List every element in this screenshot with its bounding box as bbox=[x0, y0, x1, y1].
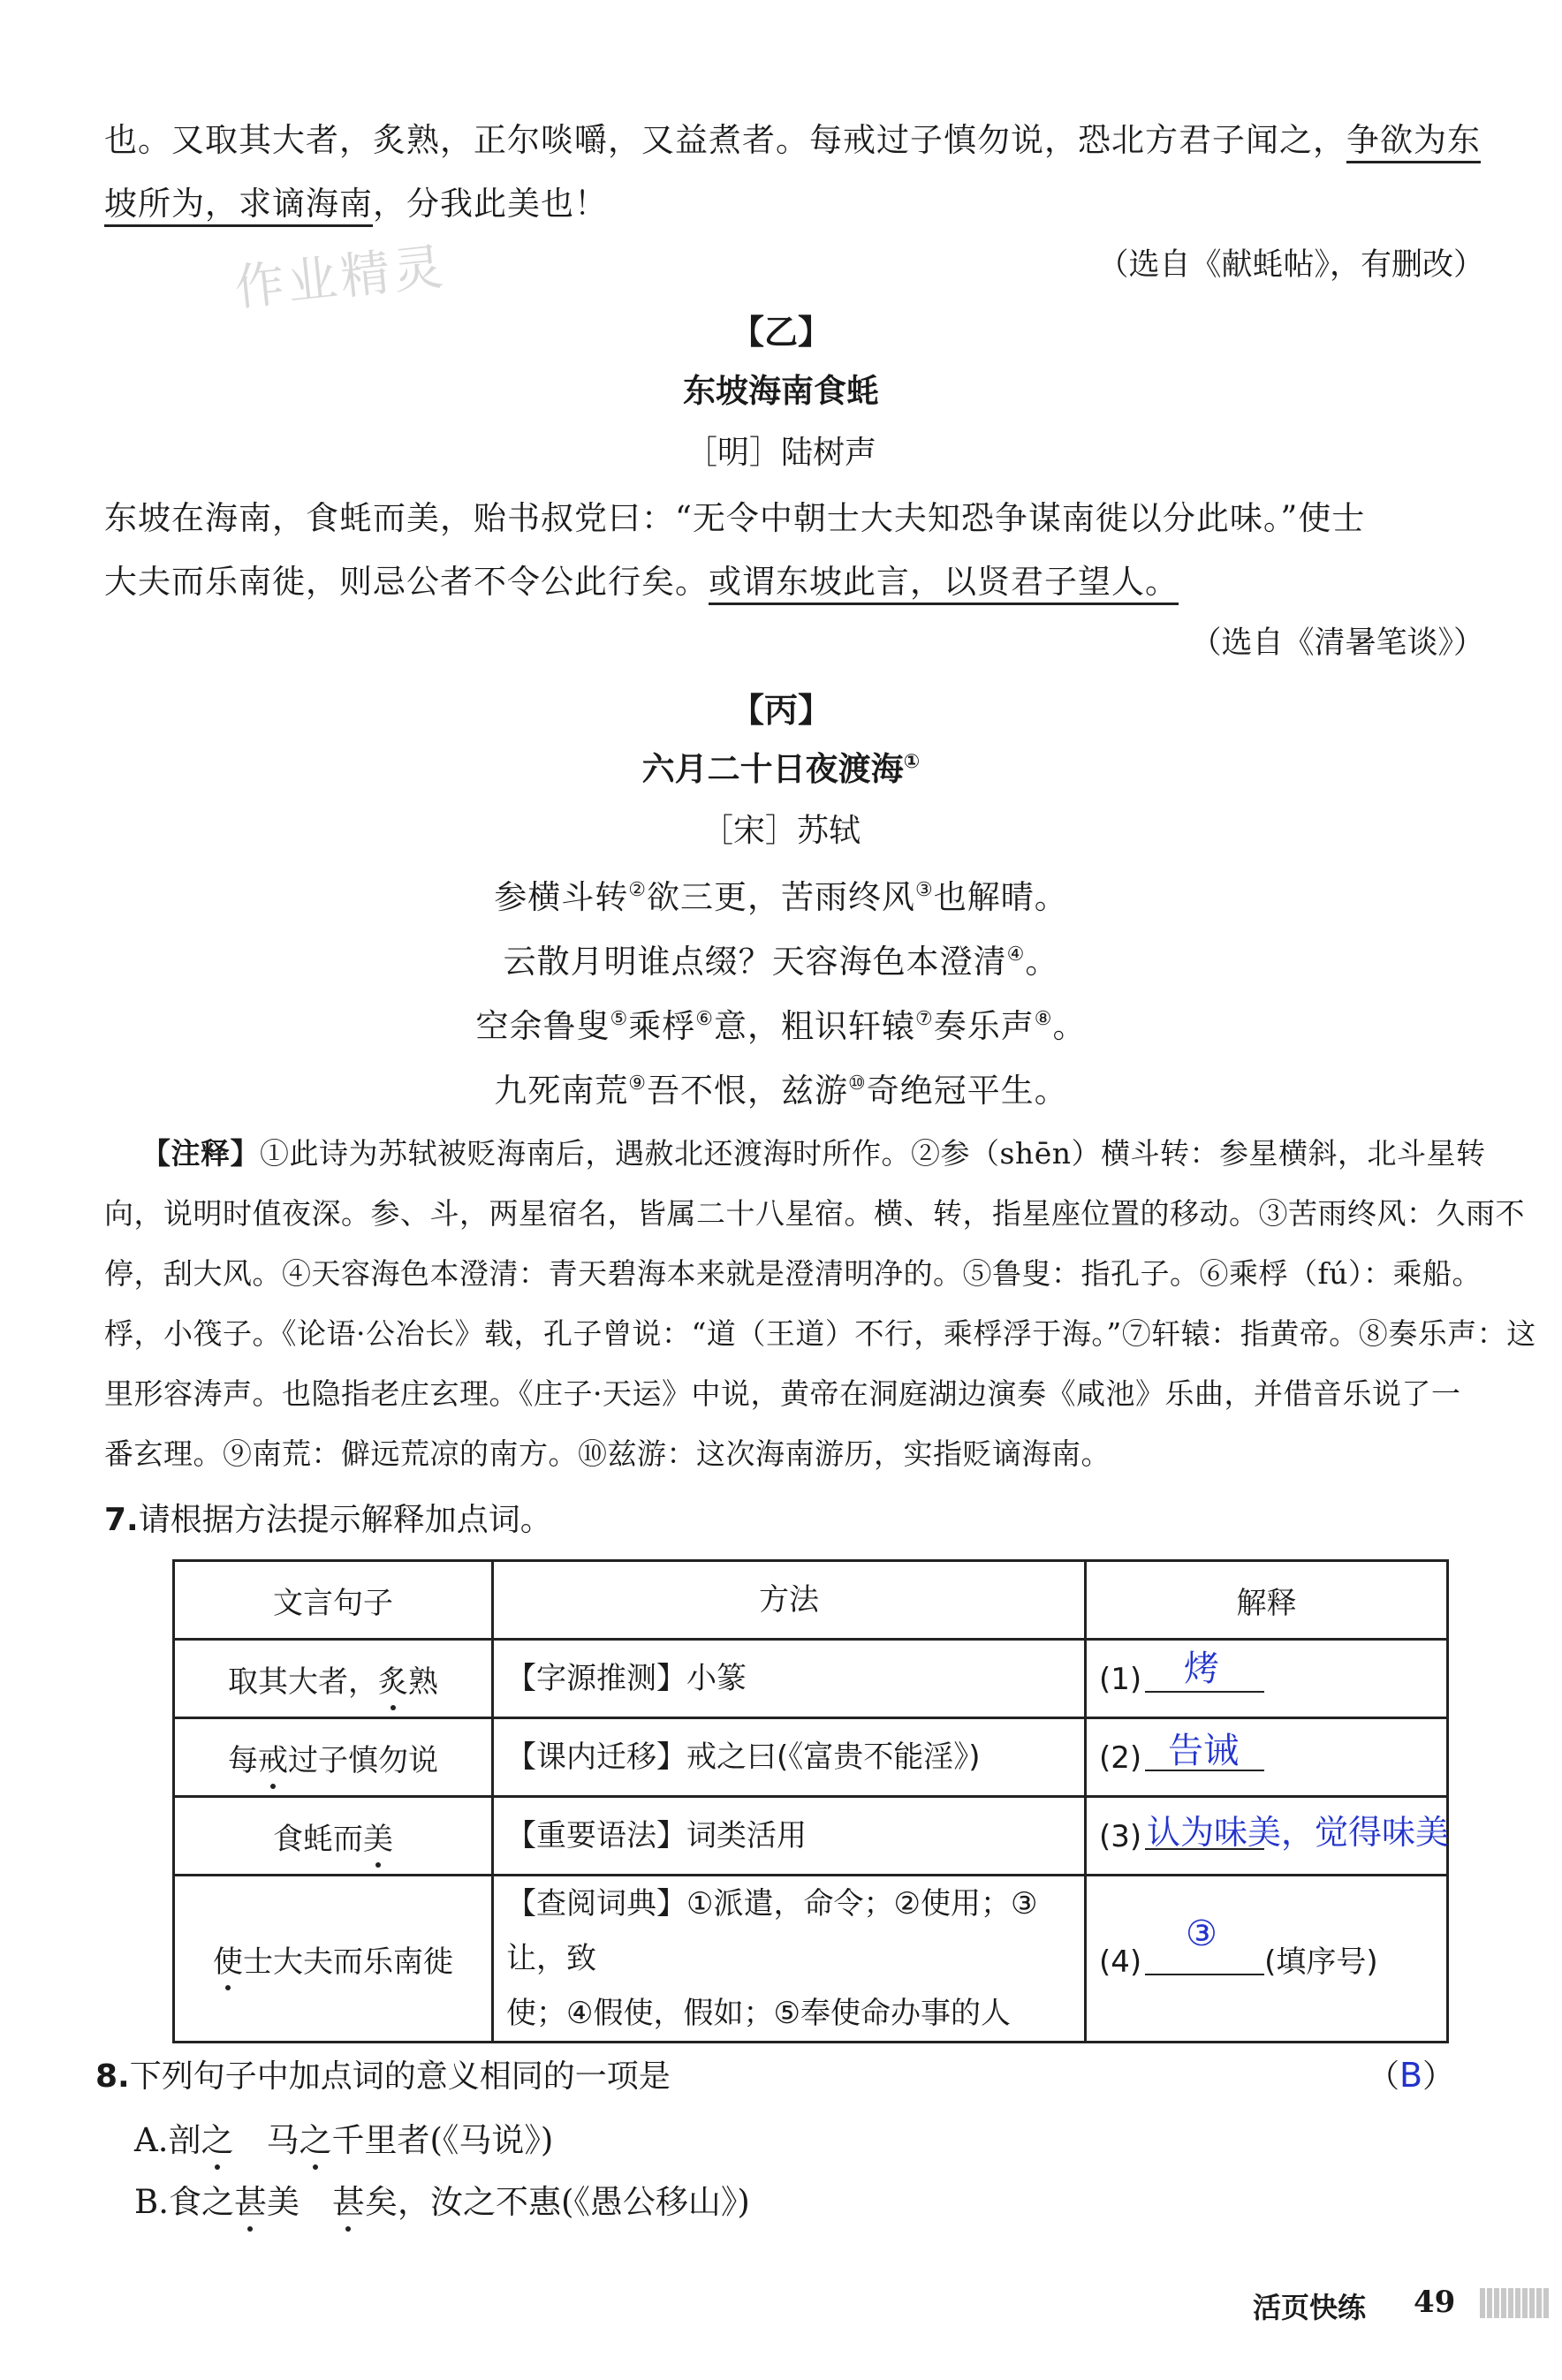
jia-source: （选自《献蚝帖》，有删改） bbox=[1097, 247, 1484, 283]
verse-3: 空余鲁叟⑤乘桴⑥意，粗识轩辕⑦奏乐声⑧。 bbox=[475, 1007, 1087, 1045]
q7-number: 7. bbox=[104, 1502, 139, 1538]
notes-line-1: 【注释】①此诗为苏轼被贬海南后，遇赦北还渡海时所作。②参（shēn）横斗转：参星横斜，北斗星转 bbox=[141, 1136, 1486, 1171]
verse-4: 九死南荒⑨吾不恨，兹游⑩奇绝冠平生。 bbox=[494, 1072, 1068, 1110]
notes-label: 【注释】 bbox=[141, 1136, 260, 1171]
table-header: 文言句子 方法 解释 bbox=[174, 1561, 1448, 1640]
handwritten-answer: 告诫 bbox=[1168, 1731, 1239, 1771]
verse-1: 参横斗转②欲三更，苦雨终风③也解晴。 bbox=[494, 878, 1068, 916]
yi-source: （选自《清暑笔谈》） bbox=[1190, 625, 1484, 661]
notes-line-6: 番玄理。⑨南荒：僻远荒凉的南方。⑩兹游：这次海南游历，实指贬谪海南。 bbox=[104, 1436, 1111, 1471]
handwritten-answer: 烤 bbox=[1184, 1649, 1219, 1689]
dotted-word: 戒 bbox=[258, 1742, 288, 1778]
yi-line-1: 东坡在海南，食蚝而美，贻书叔党曰：“无令中朝士大夫知恐争谋南徙以分此味。”使士 bbox=[104, 499, 1366, 537]
q8-option-a[interactable]: A.剖之 马之千里者(《马说》) bbox=[134, 2121, 554, 2159]
yi-label: 【乙】 bbox=[730, 313, 831, 352]
bing-title: 六月二十日夜渡海① bbox=[641, 750, 921, 788]
dotted-word: 甚 bbox=[233, 2183, 267, 2221]
yi-author: ［明］陆树声 bbox=[685, 435, 876, 471]
footer-title: 活页快练 bbox=[1253, 2291, 1367, 2324]
dotted-word: 甚 bbox=[331, 2183, 365, 2221]
page-number: 49 bbox=[1414, 2285, 1456, 2320]
verse-2: 云散月明谁点缀？天容海色本澄清④。 bbox=[503, 943, 1059, 981]
footer-decoration bbox=[1480, 2288, 1551, 2318]
yi-title: 东坡海南食蚝 bbox=[683, 372, 879, 410]
handwritten-answer: B bbox=[1399, 2056, 1423, 2095]
q7-prompt: 7.请根据方法提示解释加点词。 bbox=[104, 1502, 552, 1538]
notes-line-2: 向，说明时值夜深。参、斗，两星宿名，皆属二十八星宿。横、转，指星座位置的移动。③苦雨终风：久雨不 bbox=[104, 1196, 1525, 1231]
notes-line-4: 桴，小筏子。《论语·公冶长》载，孔子曾说：“道（王道）不行，乘桴浮于海。”⑦轩辕：指黄帝。⑧奏乐声：这 bbox=[104, 1316, 1536, 1351]
handwritten-answer: 认为味美，觉得味美 bbox=[1147, 1813, 1450, 1852]
notes-line-5: 里形容涛声。也隐指老庄玄理。《庄子·天运》中说，黄帝在洞庭湖边演奏《咸池》乐曲，并借音乐说了一 bbox=[104, 1376, 1461, 1411]
bing-author: ［宋］苏轼 bbox=[701, 813, 861, 849]
table-row: 食蚝而美 【重要语法】词类活用 (3) 认为味美，觉得味美 bbox=[174, 1797, 1448, 1876]
yi-line-2: 大夫而乐南徙，则忌公者不令公此行矣。或谓东坡此言，以贤君子望人。 bbox=[104, 555, 1179, 603]
dotted-word: 美 bbox=[363, 1821, 393, 1857]
dotted-word: 之 bbox=[299, 2121, 332, 2159]
handwritten-answer: ③ bbox=[1186, 1914, 1217, 1954]
watermark: 作业精灵 bbox=[231, 238, 450, 318]
dotted-word: 使 bbox=[213, 1944, 243, 1980]
q8-prompt: 8.下列句子中加点词的意义相同的一项是 bbox=[95, 2058, 671, 2095]
underlined-sentence: 坡所为，求谪海南 bbox=[104, 185, 373, 227]
q7-table bbox=[172, 1559, 1449, 2043]
underlined-sentence: 争欲为东 bbox=[1346, 121, 1481, 163]
underlined-sentence: 或谓东坡此言，以贤君子望人。 bbox=[709, 563, 1179, 605]
table-row: 使士大夫而乐南徙 【查阅词典】①派遣，命令；②使用；③让，致 使；④假使，假如；⑤奉使命办事的人 (4) (填序号) ③ bbox=[174, 1876, 1448, 2043]
q8-option-b[interactable]: B.食之甚美 甚矣，汝之不惠(《愚公移山》) bbox=[134, 2183, 750, 2221]
dotted-word: 之 bbox=[201, 2121, 234, 2159]
bing-label: 【丙】 bbox=[730, 691, 831, 730]
dotted-word: 炙 bbox=[378, 1664, 408, 1700]
table-row: 取其大者，炙熟 【字源推测】小篆 (1) 烤 bbox=[174, 1640, 1448, 1718]
jia-line-1: 也。又取其大者，炙熟，正尔啖嚼，又益煮者。每戒过子慎勿说，恐北方君子闻之，争欲为东 bbox=[104, 113, 1481, 161]
q8-answer-box[interactable]: （B） bbox=[1368, 2056, 1455, 2095]
table-row: 每戒过子慎勿说 【课内迁移】戒之曰(《富贵不能淫》) (2) 告诫 bbox=[174, 1718, 1448, 1797]
q8-number: 8. bbox=[95, 2058, 130, 2095]
jia-line-2: 坡所为，求谪海南，分我此美也！ bbox=[104, 177, 608, 224]
notes-line-3: 停，刮大风。④天容海色本澄清：青天碧海本来就是澄清明净的。⑤鲁叟：指孔子。⑥乘桴（fú）：乘船。 bbox=[104, 1256, 1482, 1291]
